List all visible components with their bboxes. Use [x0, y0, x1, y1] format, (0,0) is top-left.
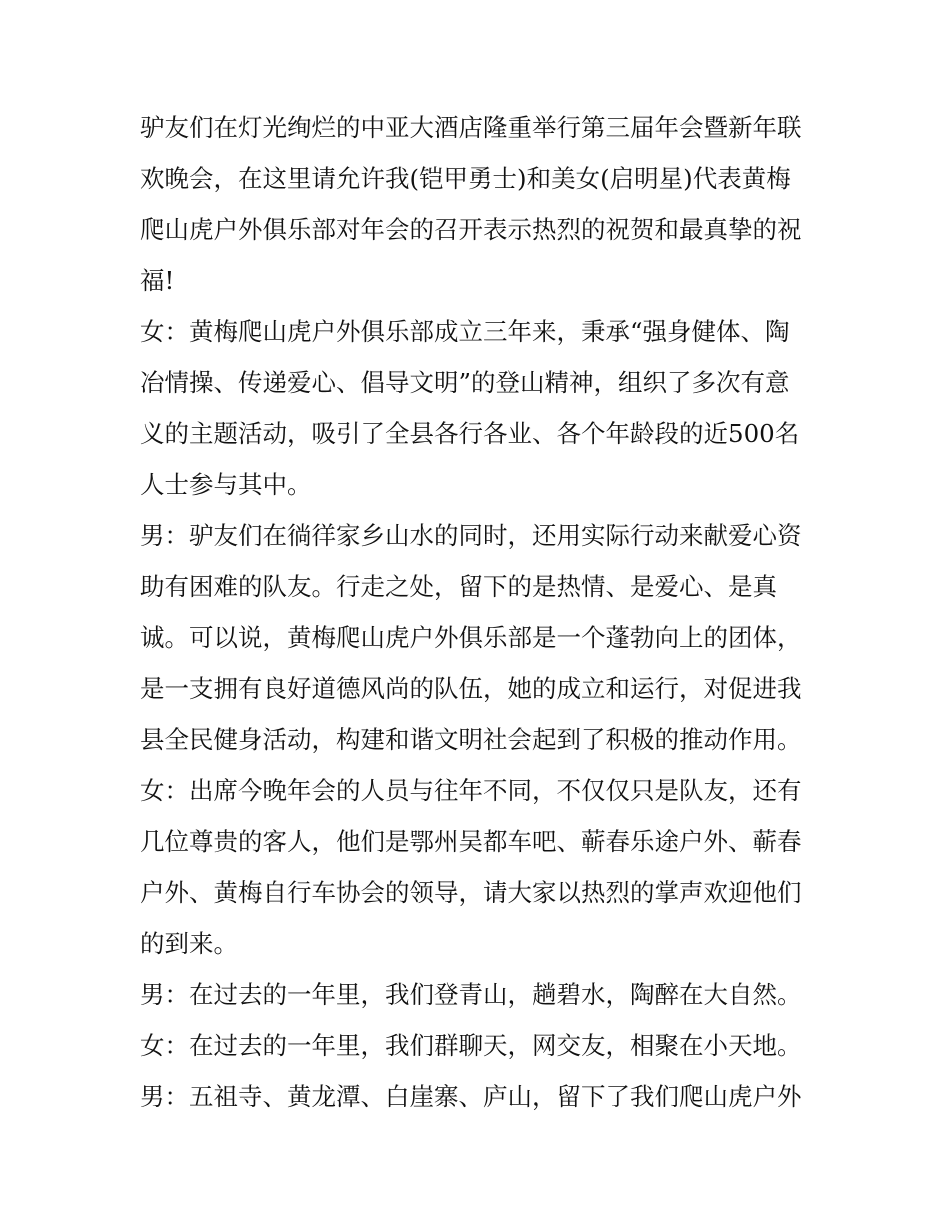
text-line: 县全民健身活动，构建和谐文明社会起到了积极的推动作用。: [140, 725, 802, 754]
text-line: 户外、黄梅自行车协会的领导，请大家以热烈的掌声欢迎他们: [140, 878, 802, 907]
text-line: 驴友们在灯光绚烂的中亚大酒店隆重举行第三届年会暨新年联: [140, 113, 802, 142]
text-line: 女：出席今晚年会的人员与往年不同，不仅仅只是队友，还有: [140, 776, 802, 805]
text-line: 男：五祖寺、黄龙潭、白崖寨、庐山，留下了我们爬山虎户外: [140, 1082, 802, 1111]
text-line: 人士参与其中。: [140, 470, 312, 499]
text-line: 助有困难的队友。行走之处，留下的是热情、是爱心、是真: [140, 572, 777, 601]
text-line: 欢晚会，在这里请允许我(铠甲勇士)和美女(启明星)代表黄梅: [140, 164, 791, 193]
text-line: 福!: [140, 266, 175, 295]
text-line: 女：黄梅爬山虎户外俱乐部成立三年来，秉承“强身健体、陶: [140, 317, 790, 346]
text-line: 诚。可以说，黄梅爬山虎户外俱乐部是一个蓬勃向上的团体，: [140, 623, 802, 652]
text-line: 的到来。: [140, 929, 238, 958]
text-line: 女：在过去的一年里，我们群聊天，网交友，相聚在小天地。: [140, 1031, 802, 1060]
text-line: 冶情操、传递爱心、倡导文明”的登山精神，组织了多次有意: [140, 368, 790, 397]
text-line: 是一支拥有良好道德风尚的队伍，她的成立和运行，对促进我: [140, 674, 802, 703]
text-line: 男：在过去的一年里，我们登青山，趟碧水，陶醉在大自然。: [140, 980, 802, 1009]
text-line: 义的主题活动，吸引了全县各行各业、各个年龄段的近500名: [140, 419, 800, 448]
text-line: 几位尊贵的客人，他们是鄂州吴都车吧、蕲春乐途户外、蕲春: [140, 827, 802, 856]
body-text: [140, 102, 820, 1122]
text-line: 男：驴友们在徜徉家乡山水的同时，还用实际行动来献爱心资: [140, 521, 802, 550]
text-line: 爬山虎户外俱乐部对年会的召开表示热烈的祝贺和最真挚的祝: [140, 215, 802, 244]
